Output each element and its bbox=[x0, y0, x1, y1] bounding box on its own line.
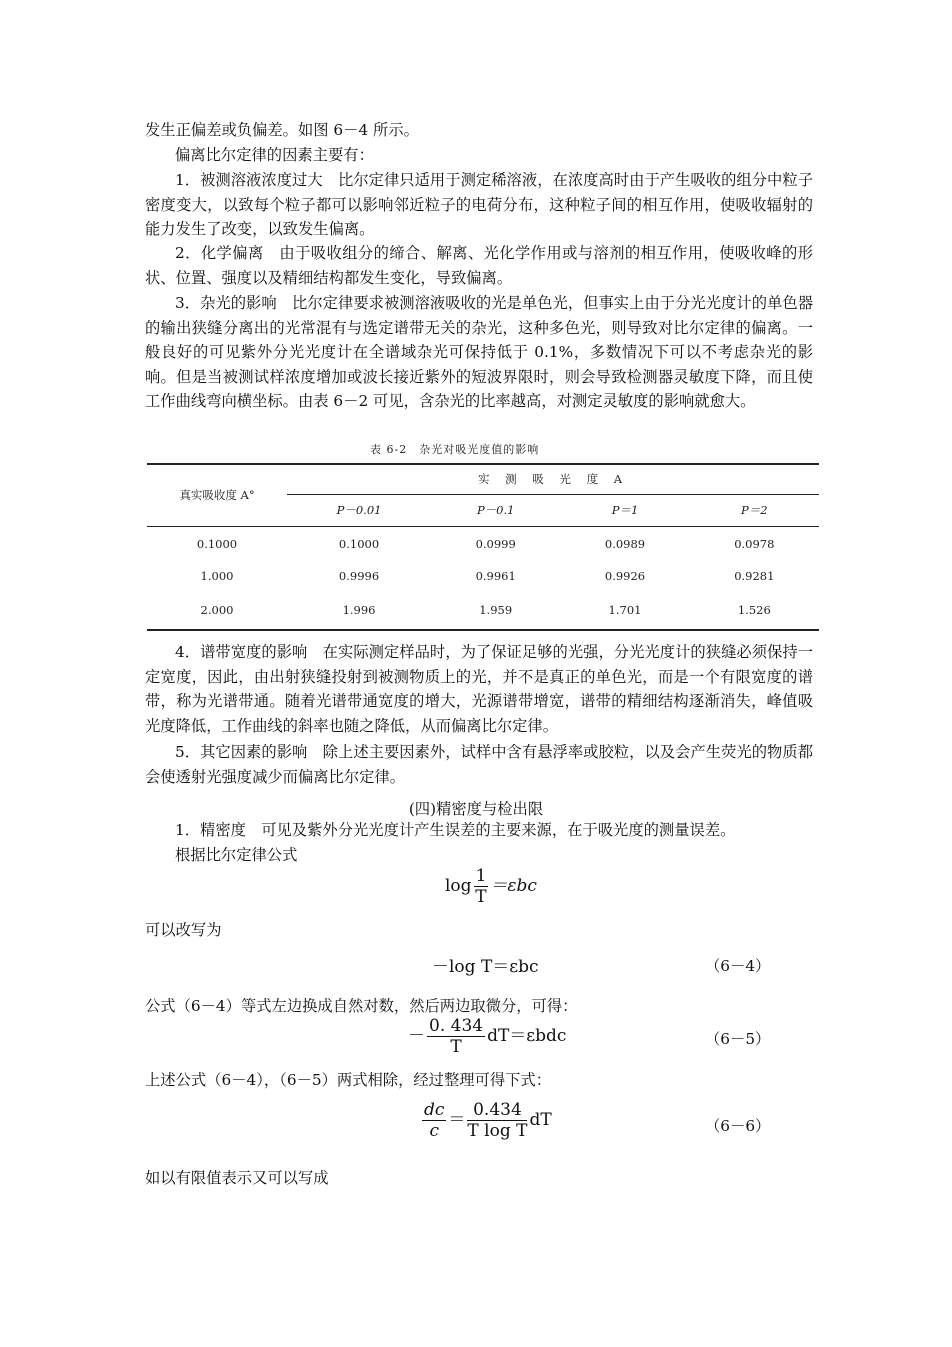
paragraph: 如以有限值表示又可以写成 bbox=[145, 1169, 329, 1187]
table-cell: 0.9926 bbox=[604, 569, 646, 583]
eq-numerator: 1 bbox=[475, 866, 487, 886]
eq-fraction-right bbox=[467, 1100, 527, 1141]
section-title: (四)精密度与检出限 bbox=[408, 800, 544, 818]
table-cell: 0.0999 bbox=[475, 537, 516, 552]
eq-denominator: T log T bbox=[467, 1121, 528, 1141]
eq-numerator: 0.434 bbox=[467, 1100, 527, 1121]
eq-numerator: 0. 434 bbox=[429, 1016, 484, 1036]
table-cell: 2.000 bbox=[200, 602, 234, 617]
table-cell: 0.1000 bbox=[196, 537, 238, 552]
eq-fraction bbox=[427, 1016, 485, 1057]
equation-6-5 bbox=[408, 1016, 566, 1057]
paragraph: 公式（6－4）等式左边换成自然对数，然后两边取微分，可得： bbox=[145, 997, 578, 1015]
paragraph: 上述公式（6－4），（6－5）两式相除，经过整理可得下式： bbox=[145, 1071, 552, 1089]
eq-equals: ＝ bbox=[448, 1110, 466, 1130]
table-cell: 1.526 bbox=[737, 602, 771, 617]
eq-fraction bbox=[474, 866, 489, 907]
table-cell: 1.000 bbox=[200, 569, 234, 583]
eq-body: －log T＝εbc bbox=[432, 957, 539, 977]
paragraph: 5．其它因素的影响 除上述主要因素外，试样中含有悬浮率或胶粒，以及会产生荧光的物质都会使透射光强度减少而偏离比尔定律。 bbox=[145, 743, 813, 786]
table-row bbox=[147, 562, 819, 590]
paragraph: 发生正偏差或负偏差。如图 6－4 所示。 bbox=[145, 121, 419, 139]
table-row bbox=[147, 526, 819, 562]
eq-denominator: T bbox=[475, 887, 487, 907]
equation-6-6 bbox=[420, 1100, 552, 1141]
paragraph: 3．杂光的影响 比尔定律要求被测溶液吸收的光是单色光，但事实上由于分光光度计的单色器的输出狭缝分离出的光常混有与选定谱带无关的杂光，这种多色光，则导致对比尔定律的偏离。一般良好的可见紫外分光光度计在全谱域杂光可保持低于 0.1%，多数情况下可以不考虑杂光的影响。但是当被测试样浓度增加或波长接近紫外的短波界限时，则会导致检测器灵敏度下降，而且使工作曲线弯向横坐标。由表 6－2 可见，含杂光的比率越高，对测定灵敏度的影响就愈大。 bbox=[145, 294, 813, 410]
paragraph: 4．谱带宽度的影响 在实际测定样品时，为了保证足够的光强，分光光度计的狭缝必须保持一定宽度，因此，由出射狭缝投射到被测物质上的光，并不是真正的单色光，而是一个有限宽度的谱带，称为光谱带通。随着光谱带通宽度的增大，光源谱带增宽，谱带的精细结构逐渐消失，峰值吸光度降低，工作曲线的斜率也随之降低，从而偏离比尔定律。 bbox=[145, 643, 813, 735]
paragraph: 1．精密度 可见及紫外分光光度计产生误差的主要来源，在于吸光度的测量误差。 bbox=[175, 821, 736, 839]
paragraph: 根据比尔定律公式 bbox=[175, 846, 298, 864]
eq-rhs: dT bbox=[529, 1110, 552, 1130]
eq-fraction-left bbox=[422, 1100, 446, 1141]
table-cell: 0.9281 bbox=[734, 569, 775, 583]
data-table bbox=[147, 463, 819, 631]
table-caption: 表 6-2 杂光对吸光度值的影响 bbox=[370, 443, 540, 456]
paragraph: 偏离比尔定律的因素主要有： bbox=[175, 146, 374, 164]
paragraph: 2．化学偏离 由于吸收组分的缔合、解离、光化学作用或与溶剂的相互作用，使吸收峰的形状、位置、强度以及精细结构都发生变化，导致偏离。 bbox=[145, 244, 813, 287]
table-row bbox=[147, 590, 819, 630]
paragraph: 可以改写为 bbox=[145, 921, 222, 939]
column-header: P＝1 bbox=[611, 503, 639, 517]
eq-denominator: T bbox=[450, 1037, 462, 1057]
table-cell: 0.0989 bbox=[604, 537, 646, 552]
table-cell: 0.1000 bbox=[338, 537, 380, 552]
table-cell: 1.701 bbox=[608, 602, 642, 617]
equation-beer-law bbox=[445, 866, 537, 907]
eq-rhs: dT＝εbdc bbox=[487, 1026, 567, 1046]
table-cell: 1.959 bbox=[479, 602, 513, 617]
eq-denominator: c bbox=[429, 1121, 439, 1141]
eq-numerator: dc bbox=[424, 1100, 445, 1120]
equation-number: （6－6） bbox=[705, 1117, 771, 1135]
table-cell: 0.9996 bbox=[338, 569, 380, 583]
table-cell: 1.996 bbox=[342, 602, 376, 617]
equation-number: （6－5） bbox=[705, 1030, 771, 1048]
equation-6-4 bbox=[432, 952, 539, 977]
row-header: 真实吸收度 A° bbox=[179, 488, 255, 503]
column-header: P－0.01 bbox=[336, 503, 382, 517]
table-cell: 0.0978 bbox=[734, 537, 775, 552]
eq-rhs: ＝εbc bbox=[490, 876, 537, 896]
group-header: 实 测 吸 光 度 A bbox=[477, 472, 629, 487]
eq-log: log bbox=[445, 876, 472, 896]
table-cell: 0.9961 bbox=[475, 569, 516, 583]
equation-number: （6－4） bbox=[705, 957, 771, 975]
eq-sign: － bbox=[408, 1026, 425, 1046]
column-header: P＝2 bbox=[741, 503, 768, 517]
column-header: P－0.1 bbox=[476, 503, 515, 517]
paragraph: 1．被测溶液浓度过大 比尔定律只适用于测定稀溶液，在浓度高时由于产生吸收的组分中粒子密度变大，以致每个粒子都可以影响邻近粒子的电荷分布，这种粒子间的相互作用，使吸收辐射的能力发生了改变，以致发生偏离。 bbox=[145, 171, 813, 238]
